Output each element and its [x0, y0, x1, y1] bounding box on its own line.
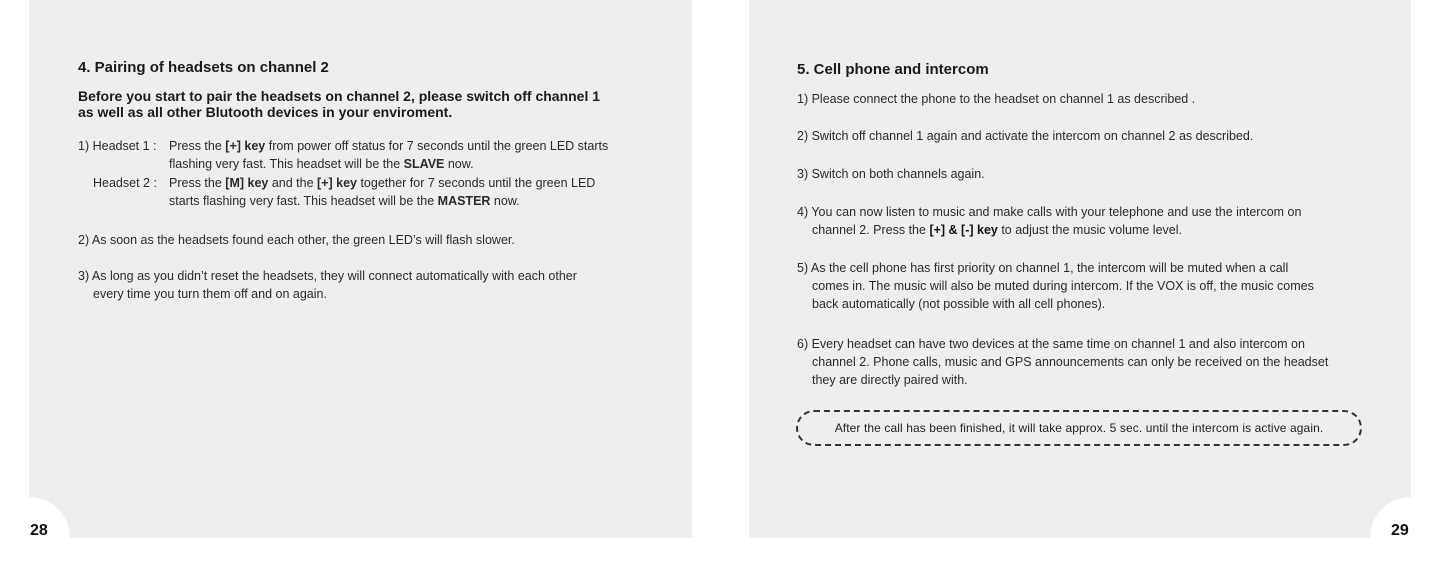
step-5-line-3: back automatically (not possible with all cell phones).: [812, 297, 1106, 311]
section-heading-cellphone: 5. Cell phone and intercom: [797, 61, 989, 78]
lead-line-1: Before you start to pair the headsets on channel 2, please switch off channel 1: [78, 88, 601, 104]
headset-1-instruction: [78, 137, 678, 173]
h1-key: [+] key: [225, 139, 266, 153]
step-4-key: [+] & [-] key: [929, 223, 998, 237]
h2-text-c: together for 7 seconds until the green LED: [356, 176, 596, 190]
headset-1-label: 1) Headset 1 :: [78, 139, 157, 153]
headset-2-instruction: [93, 174, 678, 210]
step-4-line-1: 4) You can now listen to music and make calls with your telephone and use the intercom on: [797, 205, 1302, 219]
cellphone-step-4: [797, 203, 1412, 239]
pairing-lead-text: [78, 88, 678, 120]
intercom-note-box: After the call has been finished, it will take approx. 5 sec. until the intercom is active again.: [796, 410, 1362, 446]
h1-text-a: Press the: [169, 139, 226, 153]
step-6-line-2: channel 2. Phone calls, music and GPS announcements can only be received on the headset: [812, 355, 1329, 369]
cellphone-step-3: 3) Switch on both channels again.: [797, 167, 985, 181]
h1-text-d: now.: [444, 157, 474, 171]
step-3-line-1: 3) As long as you didn’t reset the headsets, they will connect automatically with each other: [78, 269, 577, 283]
h2-text-b: and the: [268, 176, 318, 190]
h2-continuation: [169, 192, 678, 210]
headset-1-text: [169, 137, 678, 173]
h2-key-2: [+] key: [317, 176, 357, 190]
h1-text-c: flashing very fast. This headset will be the: [169, 157, 404, 171]
step-3-line-2: every time you turn them off and on again.: [93, 287, 327, 301]
step-4-text-c: to adjust the music volume level.: [997, 223, 1182, 237]
step-5-line-2: comes in. The music will also be muted during intercom. If the VOX is off, the music comes: [812, 279, 1314, 293]
step-6-line-3: they are directly paired with.: [812, 373, 968, 387]
h2-text-d: starts flashing very fast. This headset will be the: [169, 194, 438, 208]
lead-line-2: as well as all other Blutooth devices in your enviroment.: [78, 104, 453, 120]
h2-role: MASTER: [437, 194, 491, 208]
cellphone-step-6: [797, 335, 1412, 389]
step-5-line-1: 5) As the cell phone has first priority on channel 1, the intercom will be muted when a call: [797, 261, 1289, 275]
h1-text-b: from power off status for 7 seconds until the green LED starts: [265, 139, 609, 153]
h2-text-a: Press the: [169, 176, 226, 190]
page-number-left: 28: [30, 522, 48, 539]
pairing-step-3: [78, 267, 693, 303]
h2-text-e: now.: [490, 194, 520, 208]
h2-key-1: [M] key: [225, 176, 269, 190]
pairing-step-2: 2) As soon as the headsets found each other, the green LED’s will flash slower.: [78, 233, 515, 247]
step-4-text-b: channel 2. Press the: [812, 223, 930, 237]
page-number-right: 29: [1391, 522, 1409, 539]
headset-2-text: [169, 174, 678, 210]
headset-2-label: Headset 2 :: [93, 176, 157, 190]
cellphone-step-2: 2) Switch off channel 1 again and activate the intercom on channel 2 as described.: [797, 129, 1254, 143]
cellphone-step-5: [797, 259, 1412, 313]
h1-role: SLAVE: [403, 157, 445, 171]
h1-continuation: [169, 155, 678, 173]
section-heading-pairing: 4. Pairing of headsets on channel 2: [78, 59, 329, 76]
step-6-line-1: 6) Every headset can have two devices at the same time on channel 1 and also intercom on: [797, 337, 1305, 351]
cellphone-step-1: 1) Please connect the phone to the headset on channel 1 as described .: [797, 92, 1196, 106]
